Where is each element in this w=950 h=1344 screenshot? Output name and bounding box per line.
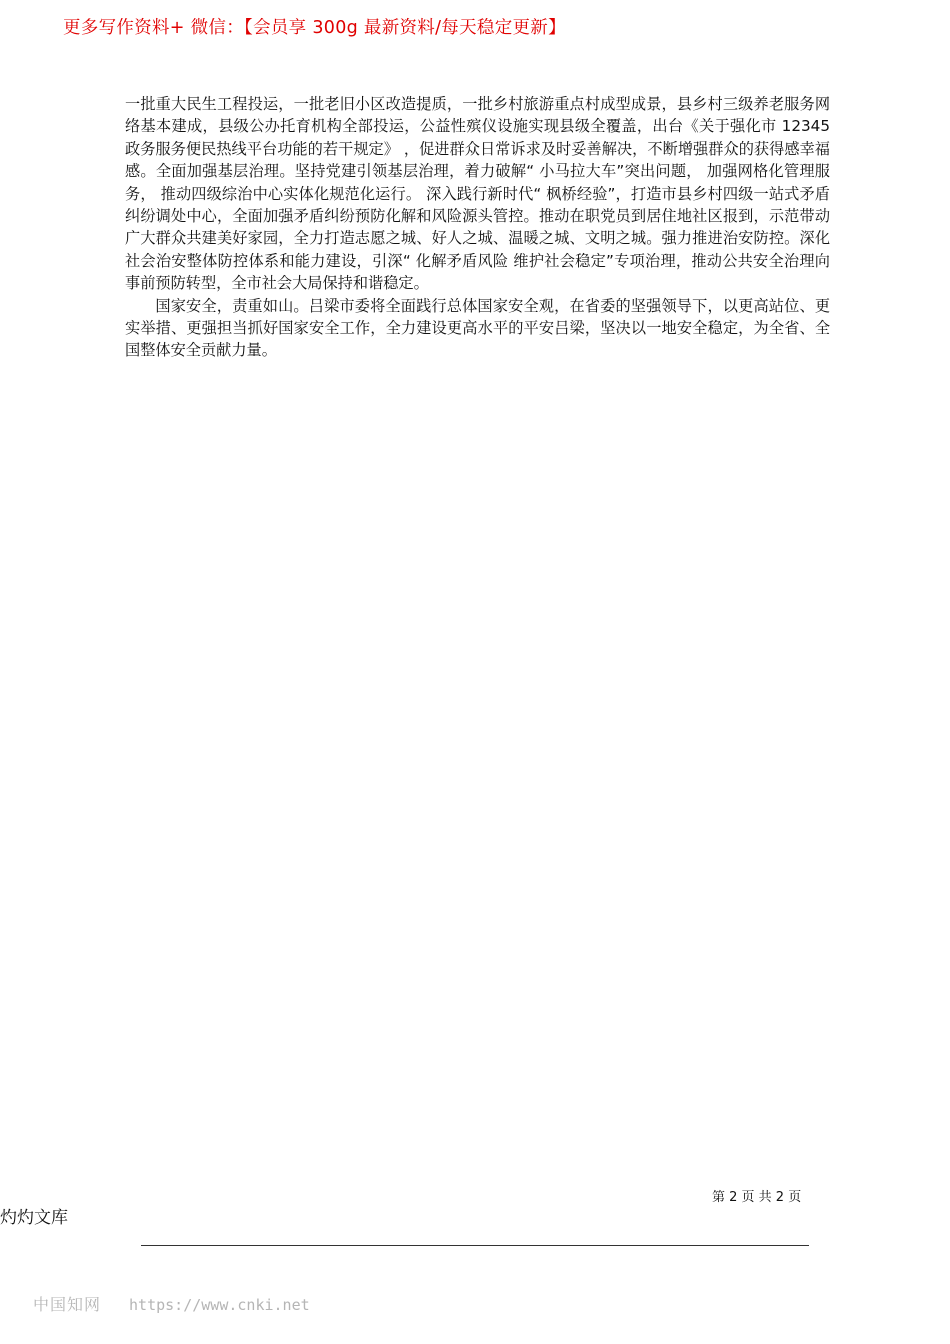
promo-banner: 更多写作资料+ 微信：【会员享 300g 最新资料/每天稳定更新】 (63, 18, 566, 38)
paragraph: 一批重大民生工程投运，一批老旧小区改造提质，一批乡村旅游重点村成型成景，县乡村三级养老服务网络基本建成，县级公办托育机构全部投运，公益性殡仪设施实现县级全覆盖，出台《关于强化市 12345 政务服务便民热线平台功能的若干规定》 ，促进群众日常诉求及时妥善解决，不断增强群众的获得感幸福感。全面加强基层治理。坚持党建引领基层治理，着力破解“ 小马拉大车”突出问题， 加强网格化管理服务， 推动四级综治中心实体化规范化运行。 深入践行新时代“ 枫桥经验”，打造市县乡村四级一站式矛盾纠纷调处中心，全面加强矛盾纠纷预防化解和风险源头管控。推动在职党员到居住地社区报到，示范带动广大群众共建美好家园，全力打造志愿之城、好人之城、温暖之城、文明之城。强力推进治安防控。深化社会治安整体防控体系和能力建设，引深“ 化解矛盾风险 维护社会稳定”专项治理，推动公共安全治理向事前预防转型，全市社会大局保持和谐稳定。 (125, 95, 830, 293)
library-name: 灼灼文库 (0, 1208, 68, 1228)
footer-divider (141, 1245, 809, 1246)
watermark-brand: 中国知网 (33, 1295, 102, 1314)
watermark-url: https://www.cnki.net (129, 1296, 310, 1314)
document-body (125, 93, 830, 362)
watermark (33, 1294, 310, 1316)
page-number: 第 2 页 共 2 页 (712, 1190, 802, 1205)
paragraph: 国家安全，责重如山。吕梁市委将全面践行总体国家安全观，在省委的坚强领导下，以更高站位、更实举措、更强担当抓好国家安全工作，全力建设更高水平的平安吕梁，坚决以一地安全稳定，为全省、全国整体安全贡献力量。 (125, 296, 830, 360)
